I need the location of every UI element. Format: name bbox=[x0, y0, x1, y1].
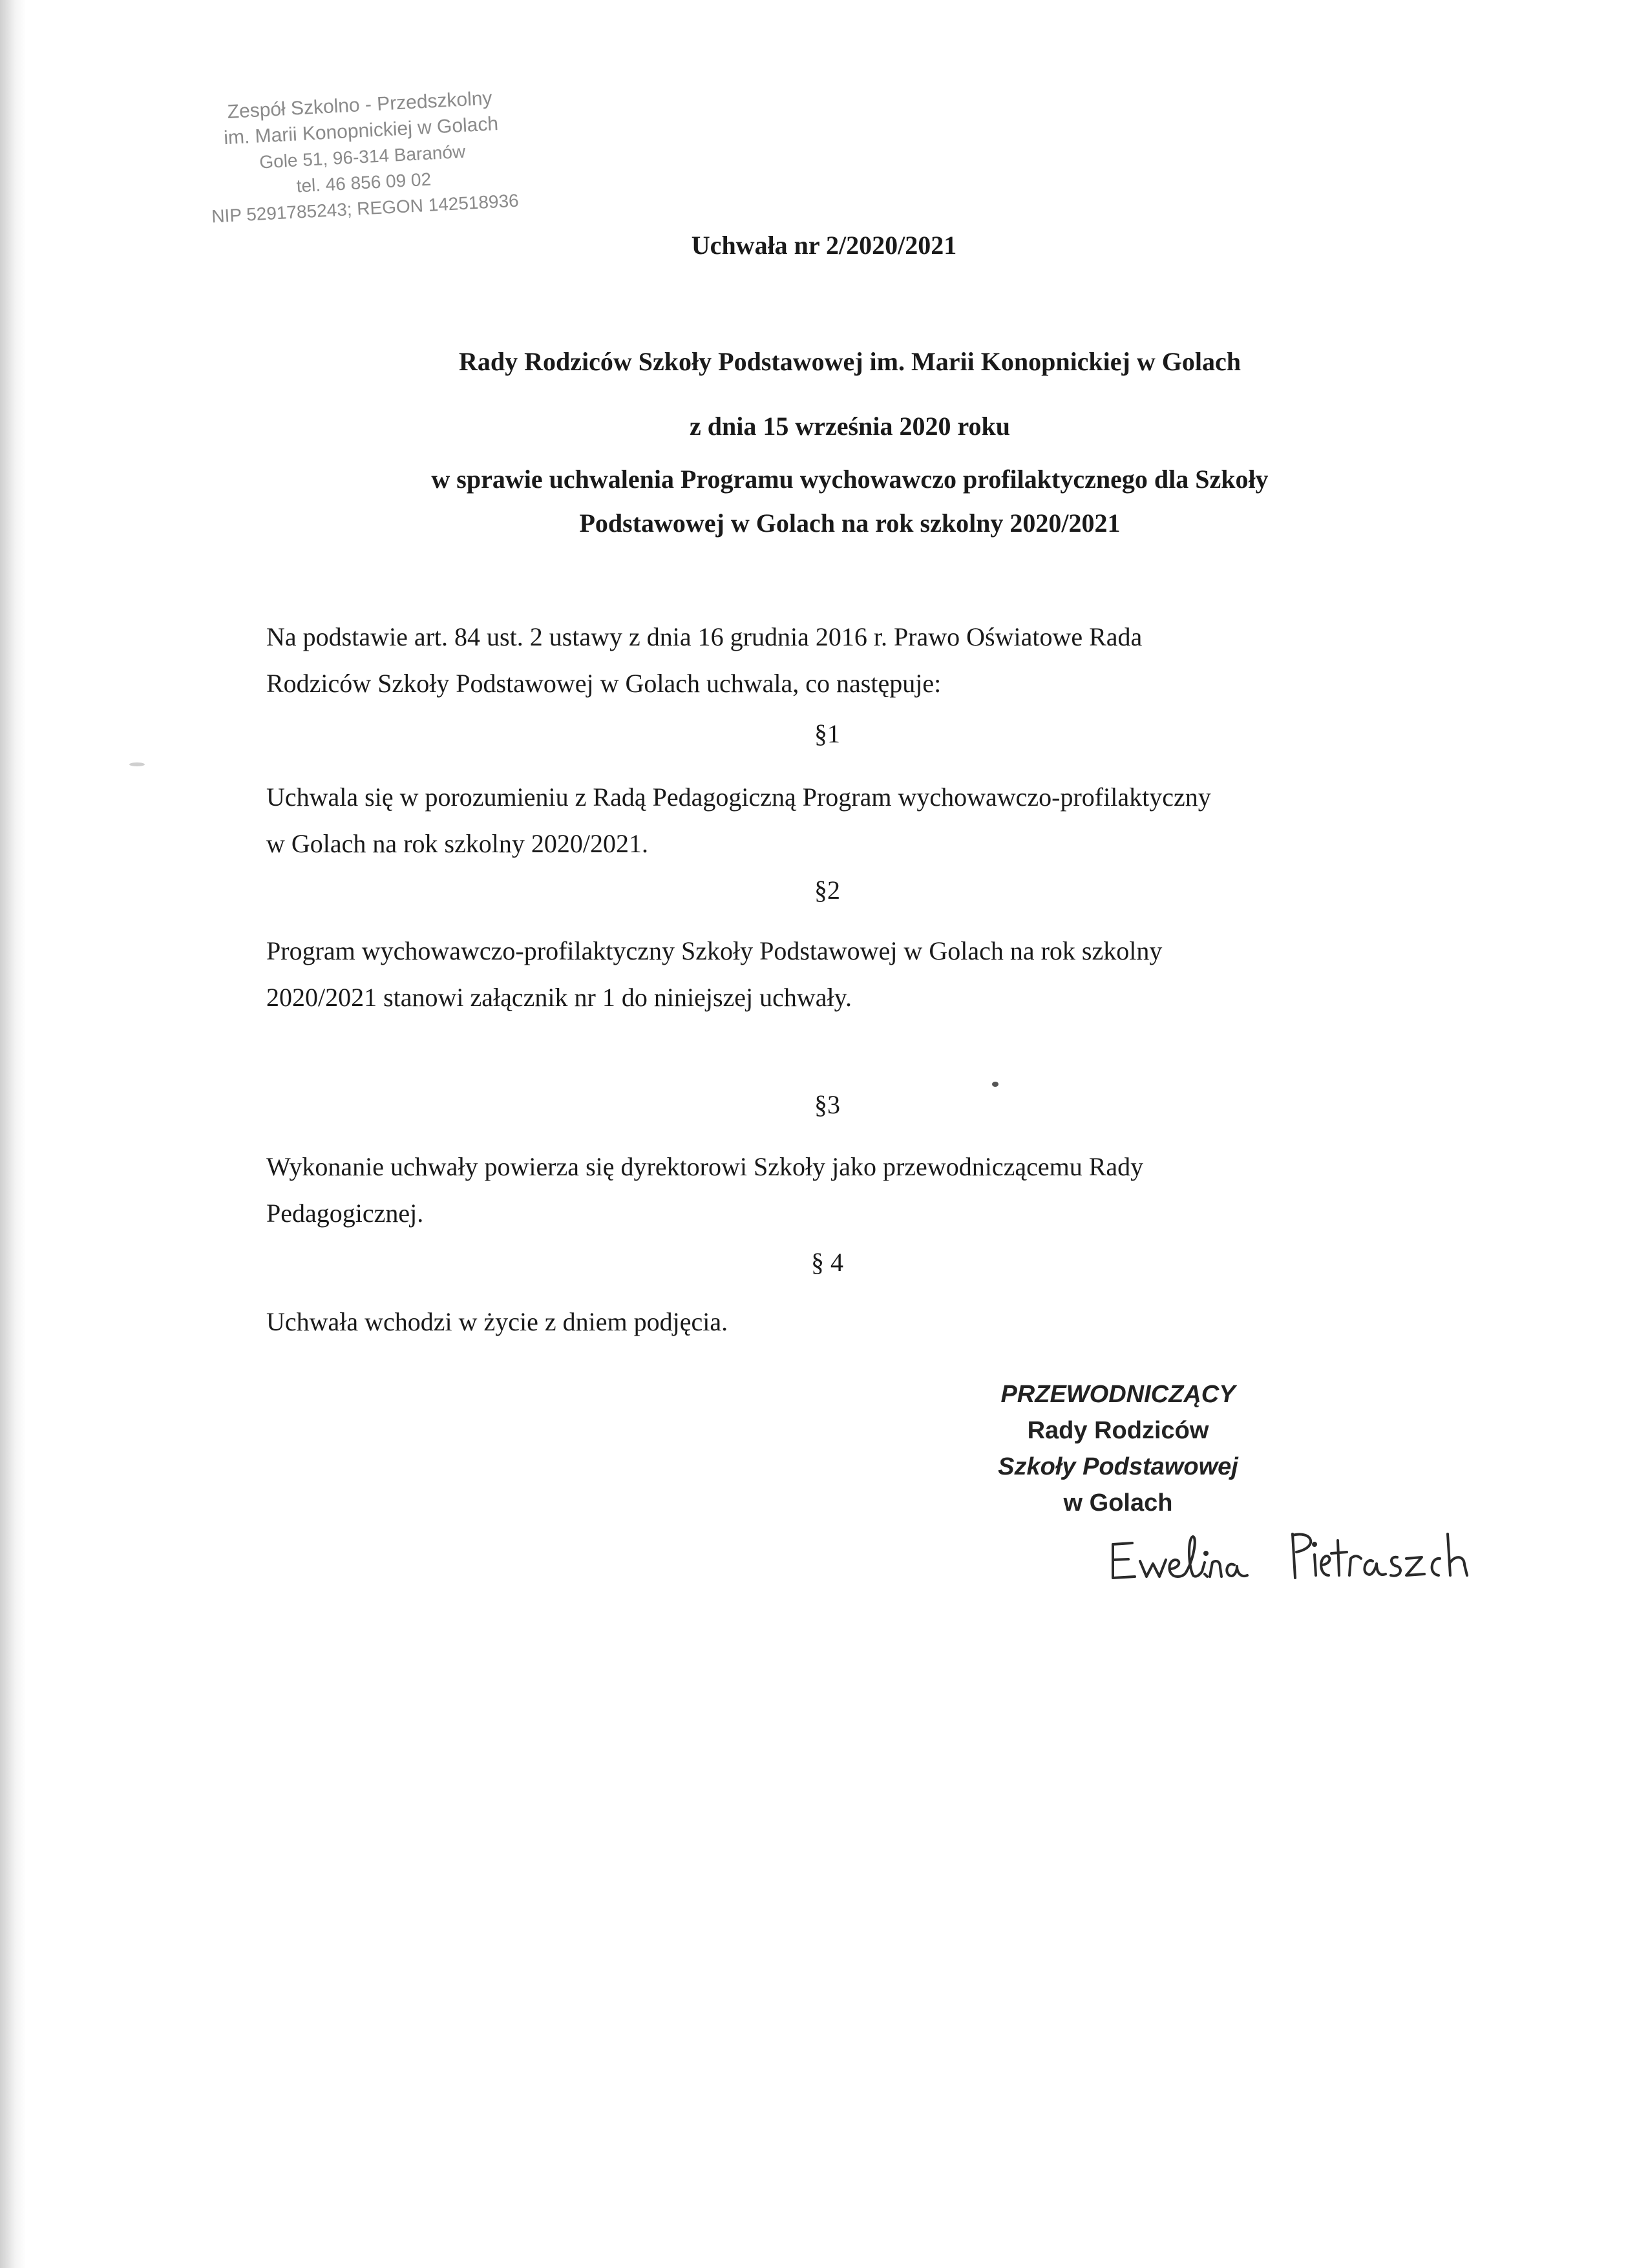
school-stamp bbox=[153, 82, 573, 233]
document-subject bbox=[207, 457, 1493, 545]
section-2-text bbox=[266, 928, 1417, 1021]
issuing-body: Rady Rodziców Szkoły Podstawowej im. Marii Konopnickiej w Golach bbox=[459, 347, 1241, 376]
section-mark-1: §1 bbox=[814, 719, 840, 748]
section-3-line-2: Pedagogicznej. bbox=[266, 1199, 424, 1228]
scan-speck bbox=[992, 1082, 998, 1087]
section-1-line-2: w Golach na rok szkolny 2020/2021. bbox=[266, 829, 649, 858]
section-2-line-2: 2020/2021 stanowi załącznik nr 1 do niniejszej uchwały. bbox=[266, 983, 852, 1012]
chairperson-body: Rady Rodziców bbox=[1027, 1417, 1209, 1444]
section-4-text bbox=[266, 1299, 1417, 1345]
handwritten-signature bbox=[1099, 1518, 1512, 1596]
intro-line-2: Rodziców Szkoły Podstawowej w Golach uchwala, co następuje: bbox=[266, 669, 942, 698]
subject-line-2: Podstawowej w Golach na rok szkolny 2020/2021 bbox=[579, 509, 1121, 538]
subject-line-1: w sprawie uchwalenia Programu wychowawczo profilaktycznego dla Szkoły bbox=[431, 465, 1269, 494]
section-mark-4: § 4 bbox=[811, 1248, 843, 1277]
section-4-line-1: Uchwała wchodzi w życie z dniem podjęcia. bbox=[266, 1307, 728, 1336]
section-mark-2: §2 bbox=[814, 876, 840, 905]
chairperson-title: PRZEWODNICZĄCY bbox=[1000, 1381, 1236, 1408]
scan-speck bbox=[129, 762, 145, 766]
chairperson-place: w Golach bbox=[1063, 1489, 1173, 1517]
intro-paragraph bbox=[266, 614, 1417, 707]
section-mark-3: §3 bbox=[814, 1090, 840, 1119]
intro-line-1: Na podstawie art. 84 ust. 2 ustawy z dnia 16 grudnia 2016 r. Prawo Oświatowe Rada bbox=[266, 622, 1143, 651]
stamp-line-5: NIP 5291785243; REGON 142518936 bbox=[211, 190, 520, 227]
stamp-line-3: Gole 51, 96-314 Baranów bbox=[259, 141, 466, 173]
section-2-line-1: Program wychowawczo-profilaktyczny Szkoły Podstawowej w Golach na rok szkolny bbox=[266, 936, 1163, 965]
section-1-text bbox=[266, 774, 1417, 867]
document-title: Uchwała nr 2/2020/2021 bbox=[691, 231, 957, 260]
section-3-line-1: Wykonanie uchwały powierza się dyrektorowi Szkoły jako przewodniczącemu Rady bbox=[266, 1152, 1144, 1181]
scan-edge bbox=[0, 0, 26, 2268]
section-1-line-1: Uchwala się w porozumieniu z Radą Pedagogiczną Program wychowawczo-profilaktyczny bbox=[266, 782, 1211, 812]
chairperson-school: Szkoły Podstawowej bbox=[998, 1453, 1238, 1480]
stamp-line-1: Zespół Szkolno - Przedszkolny bbox=[226, 87, 493, 123]
document-date: z dnia 15 września 2020 roku bbox=[690, 412, 1010, 441]
section-3-text bbox=[266, 1144, 1417, 1237]
stamp-line-2: im. Marii Konopnickiej w Golach bbox=[223, 113, 499, 149]
stamp-line-4: tel. 46 856 09 02 bbox=[295, 169, 432, 196]
chairperson-stamp bbox=[937, 1376, 1299, 1521]
